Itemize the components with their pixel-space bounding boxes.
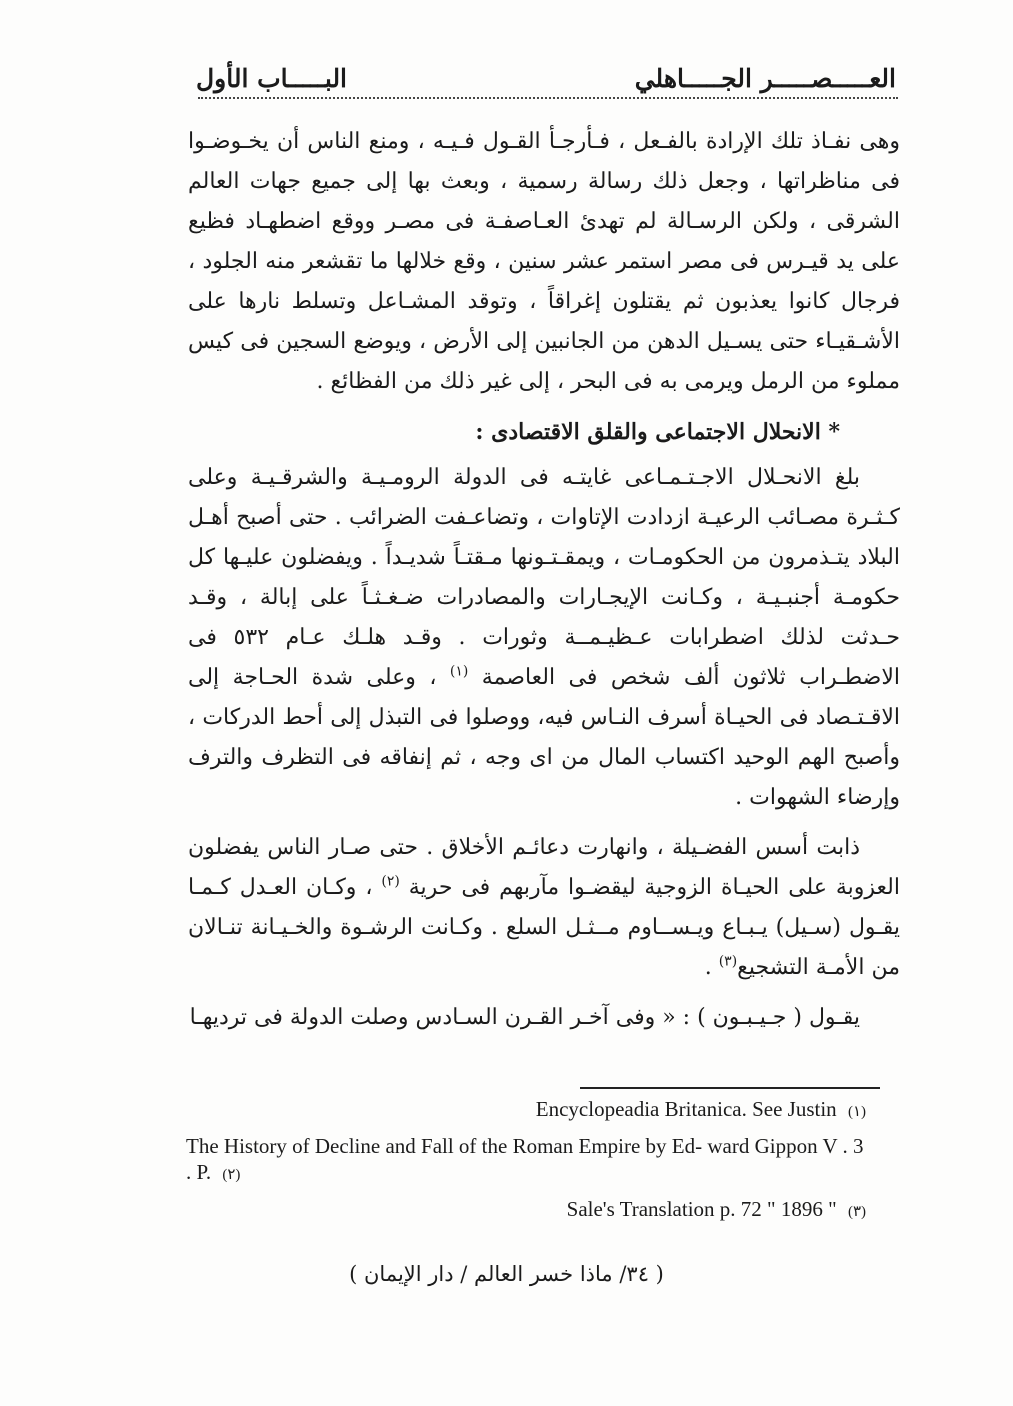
footnote-ref-1: (١) (449, 663, 469, 680)
footnote-1 (186, 1096, 866, 1125)
paragraph-2-text-a: بلغ الانحـلال الاجـتـمـاعى غايتـه فى الدولة الرومـيـة والشرقـيـة وعلى كـثـرة مصـائب الرعيـة ازدادت الإتاوات ، وتضاعـفت الضرائب . حتى أصبح أهـل البلاد يتـذمرون من الحكومـات ، ويمقـتـونها مـقتـاً شديـداً . ويفضلون عليـها كل حكومـة أجنبـيـة ، وكـانت الإيجـارات والمصادرات ضـغـثـاً على إبالة ، وقـد حـدثت لذلك اضطرابات عـظيـمــة وثورات . وقـد هلـك عـام ٥٣٢ فى الاضطـراب ثلاثون ألف شخص فى العاصمة (188, 465, 900, 690)
header-divider (198, 97, 898, 99)
footnote-2-number: (٢) (222, 1167, 241, 1183)
paragraph-3-text-c: . (704, 955, 712, 980)
footnotes (186, 1096, 866, 1233)
paragraph-4: يقـول ( جـيـبـون ) : « وفى آخـر القـرن السـادس وصلت الدولة فى ترديهـا (189, 1005, 860, 1030)
footnote-3 (186, 1196, 866, 1225)
book-title: العـــــصـــــر الجـــــاهلي (634, 64, 896, 93)
chapter-title: البـــــاب الأول (196, 64, 348, 93)
section-heading: * الانحلال الاجتماعى والقلق الاقتصادى : (475, 419, 840, 445)
footnote-ref-2: (٢) (381, 873, 400, 890)
footnote-divider (580, 1087, 880, 1089)
paragraph-2 (188, 458, 900, 818)
paragraph-3-text-a: ذابت أسس الفضـيلة ، وانهارت دعائـم الأخلاق . حتى صـار الناس يفضلون العزوبة على الحيـاة الزوجية ليقضـوا مآربهم فى حرية (188, 835, 900, 900)
footnote-3-text: Sale's Translation p. 72 " 1896 " (566, 1197, 837, 1221)
footnote-2-text: The History of Decline and Fall of the Roman Empire by Ed- ward Gippon V . 3 . P. (186, 1134, 864, 1184)
paragraph-1: وهى نفـاذ تلك الإرادة بالفـعل ، فـأرجـأ القـول فـيـه ، ومنع الناس أن يخـوضـوا فى مناظراتها ، وجعل ذلك رسالة رسمية ، وبعث بها إلى جميع جهات العالم الشرقى ، ولكن الرسـالة لم تهدئ العـاصفـة فى مصـر ووقع اضطهـاد فظيع على يد قيـرس فى مصر استمر عشر سنين ، وقع خلالها ما تقشعر منه الجلود ، فرجال كانوا يعذبون ثم يقتلون إغراقاً ، وتوقد المشـاعل وتسلط نارها على الأشـقيـاء حتى يسـيل الدهن من الجانبين إلى الأرض ، ويوضع السجين فى كيس مملوء من الرمل ويرمى به فى البحر ، إلى غير ذلك من الفظائع . (188, 129, 900, 394)
footnote-2 (186, 1133, 866, 1188)
footnote-3-number: (٣) (847, 1204, 866, 1220)
footnote-1-number: (١) (847, 1104, 866, 1120)
footnote-ref-3: (٣) (718, 953, 738, 970)
page-footer: ( ٣٤/ ماذا خسر العالم / دار الإيمان ) (349, 1262, 664, 1286)
paragraph-3-text-b: ، وكـان العـدل كـمـا يقـول (سـيل) يـبـاع ويـســاوم مــثـل السلع . وكـانت الرشـوة والخـيـانة تنـالان من الأمـة التشجيع (188, 875, 900, 980)
paragraph-3 (188, 828, 900, 988)
main-text (188, 122, 900, 1048)
running-header (196, 60, 896, 100)
footnote-1-text: Encyclopeadia Britanica. See Justin (535, 1097, 837, 1121)
paragraph-2-text-b: ، وعلى شدة الحـاجة إلى الاقـتـصاد فى الحيـاة أسرف النـاس فيه، ووصلوا فى التبذل إلى أحط الدركات ، وأصبح الهم الوحيد اكتساب المال من اى وجه ، ثم إنفاقه فى التظرف والترف وإرضاء الشهوات . (188, 665, 900, 810)
